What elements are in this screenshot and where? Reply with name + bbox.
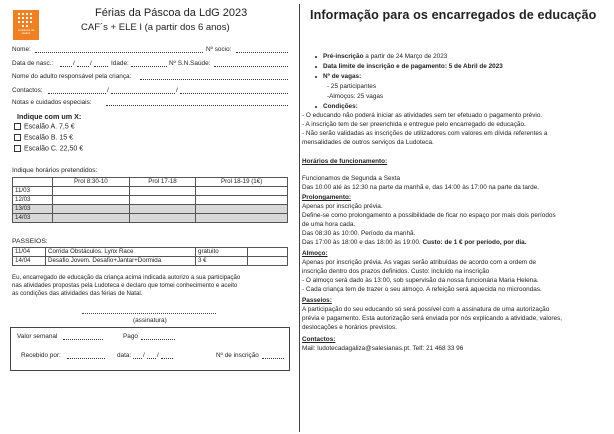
prolongamento-title: Prolongamento: <box>302 194 351 201</box>
horarios-cell[interactable] <box>53 187 130 196</box>
passeios-title: Passeios: <box>302 297 332 304</box>
field-contacto-1[interactable] <box>48 93 106 94</box>
escalao-a[interactable] <box>14 123 75 130</box>
box-data-sep-1: / <box>143 352 145 359</box>
bullet-vagas <box>323 74 361 80</box>
field-socio-label: Nº socio: <box>206 46 232 53</box>
field-socio-input[interactable] <box>236 52 288 53</box>
vagas-line: - 25 participantes <box>327 83 377 90</box>
prolongamento-line: Define-se como prolongamento a possibilidade de ficar no espaço por mais dois períodos <box>302 212 556 219</box>
escalao-b-checkbox[interactable] <box>14 134 21 141</box>
passeio-date: 11/04 <box>13 248 46 257</box>
field-idade-label: Idade: <box>111 60 129 67</box>
declaracao-line: nas atividades propostas pela Ludoteca e declaro que tomei conhecimento e aceito <box>12 282 238 289</box>
horarios-cell[interactable] <box>129 187 196 196</box>
prolongamento-line: Apenas por inscrição prévia. <box>302 203 383 210</box>
passeio-price: gratuito <box>196 248 248 257</box>
almoco-line: Apenas por inscrição prévia. As vagas serão atribuídas de acordo com a ordem de <box>302 259 537 266</box>
horarios-date: 12/03 <box>13 196 53 205</box>
box-data-year[interactable] <box>161 358 173 359</box>
horarios-cell[interactable] <box>196 187 288 196</box>
box-valor-input[interactable] <box>63 339 103 340</box>
bullet-data-limite-rest: 5 de Abril de 2023 <box>446 63 503 70</box>
ludoteca-logo <box>13 10 39 40</box>
horarios-cell[interactable] <box>129 196 196 205</box>
prolongamento-line: Das 08:30 às 10:00. Período da manhã. <box>302 230 416 237</box>
field-contactos-sep-2: / <box>176 87 178 94</box>
bullet-pre-inscricao <box>323 54 447 60</box>
declaracao-line: Eu, encarregado de educação da criança acima indicada autorizo a sua participação <box>12 274 241 281</box>
box-pago-label: Pago <box>123 333 138 340</box>
bullet-data-limite-bold: Data limite de inscrição e de pagamento: <box>323 63 447 70</box>
horarios-cell[interactable] <box>196 196 288 205</box>
passeios-table <box>12 247 288 266</box>
field-nasc-day[interactable] <box>60 66 72 67</box>
horarios-cell[interactable] <box>53 214 130 223</box>
passeio-mark[interactable] <box>248 257 288 266</box>
box-inscricao-label: Nº de inscrição <box>216 352 259 359</box>
box-data-day[interactable] <box>133 358 142 359</box>
bullet-dot <box>315 106 317 108</box>
field-idade-input[interactable] <box>131 66 167 67</box>
bullet-dot <box>315 76 317 78</box>
field-nasc-label: Data de nasc.: <box>12 60 54 67</box>
bullet-vagas-bold: Nº de vagas: <box>323 73 362 80</box>
column-divider <box>299 4 300 432</box>
escalao-a-checkbox[interactable] <box>14 123 21 130</box>
escalao-c[interactable] <box>14 145 83 152</box>
horarios-date: 13/03 <box>13 205 53 214</box>
bullet-data-limite <box>323 64 503 70</box>
bullet-dot <box>315 56 317 58</box>
field-nasc-sep-2: / <box>90 60 92 67</box>
condicoes-heading: Condições: <box>323 103 358 110</box>
horarios-cell[interactable] <box>53 205 130 214</box>
box-recebido-input[interactable] <box>67 358 105 359</box>
horarios-cell[interactable] <box>196 214 288 223</box>
condicoes-line: - O educando não poderá iniciar as atividades sem ter efetuado o pagamento prévio. <box>302 112 543 119</box>
horarios-head-blank <box>13 178 53 187</box>
field-contacto-3[interactable] <box>180 93 288 94</box>
horarios-head-prol-1: Prol 8:30-10 <box>53 178 130 187</box>
passeio-name: Desafio Jovem. Desafio+Jantar+Dormida <box>46 257 196 266</box>
box-recebido-label: Recebido por: <box>21 352 61 359</box>
horarios-line: Funcionamos de Segunda a Sexta <box>302 175 401 182</box>
field-nasc-month[interactable] <box>77 66 89 67</box>
field-notas-label: Notas e cuidados especiais: <box>12 99 92 106</box>
bullet-dot <box>315 66 317 68</box>
field-adulto-input[interactable] <box>140 79 288 80</box>
passeio-price: 3 € <box>196 257 248 266</box>
field-nome-label: Nome: <box>12 46 31 53</box>
horarios-line: Das 10:00 até às 12:30 na parte da manhã e, das 14:00 às 17:00 na parte da tarde. <box>302 184 539 191</box>
box-inscricao-input[interactable] <box>262 358 284 359</box>
horarios-cell[interactable] <box>129 214 196 223</box>
passeio-name: Corrida Obstáculos. Lynx Race <box>46 248 196 257</box>
bullet-pre-inscricao-rest: a partir de 24 Março de 2023 <box>363 53 448 60</box>
field-contactos-sep-1: / <box>107 87 109 94</box>
condicoes-line: - Não serão validadas as inscrições de utilizadores com valores em dívida referentes a <box>302 130 548 137</box>
passeio-mark[interactable] <box>248 248 288 257</box>
escalao-heading: Indique com um X: <box>17 112 82 121</box>
horarios-head-prol-2: Prol 17-18 <box>129 178 196 187</box>
prolongamento-custo-bold: Custo: de 1 € por período, por dia. <box>420 239 527 246</box>
condicoes-line: mensalidades de outros serviços da Ludoteca. <box>302 139 434 146</box>
prolongamento-custo <box>302 240 526 246</box>
escalao-a-label: Escalão A. 7,5 € <box>24 123 75 131</box>
field-nasc-year[interactable] <box>94 66 108 67</box>
field-notas-input[interactable] <box>106 105 288 106</box>
box-pago-input[interactable] <box>141 339 175 340</box>
passeios-line: prévia e pagamento. Esta autorização será enviada por nós explicando a atividade, valores, <box>302 315 563 322</box>
escalao-b-label: Escalão B. 15 € <box>24 134 74 142</box>
horarios-table <box>12 177 288 223</box>
passeios-line: deslocações e horários previstos. <box>302 324 397 331</box>
contactos-title: Contactos: <box>302 336 336 343</box>
field-nasc-sep-1: / <box>73 60 75 67</box>
field-sns-label: Nº S.N.Saúde: <box>169 60 211 67</box>
signature-caption: (assinatura) <box>133 317 167 324</box>
almoco-line: - Cada criança tem de trazer o seu almoço. A refeição será aquecida no microondas. <box>302 286 542 293</box>
bullet-pre-inscricao-bold: Pré-inscrição <box>323 53 364 60</box>
almoco-line: inscrição dentro dos prazos definidos. Custo: incluído na inscrição <box>302 268 490 275</box>
escalao-c-label: Escalão C. 22,50 € <box>24 145 84 153</box>
horarios-cell[interactable] <box>129 205 196 214</box>
form-subtitle: CAF´s + ELE I (a partir dos 6 anos) <box>81 22 230 33</box>
field-sns-input[interactable] <box>214 66 288 67</box>
escalao-c-checkbox[interactable] <box>14 145 21 152</box>
field-adulto-label: Nome do adulto responsável pela criança: <box>12 73 132 80</box>
almoco-line: - O almoço será dado às 13:00, sob supervisão da nossa funcionária Maria Helena. <box>302 277 539 284</box>
box-data-label: data: <box>117 352 132 359</box>
box-data-month[interactable] <box>147 358 156 359</box>
prolongamento-line: de uma hora cada. <box>302 221 356 228</box>
horarios-date: 11/03 <box>13 187 53 196</box>
horarios-date: 14/03 <box>13 214 53 223</box>
horarios-head-prol-3: Prol 18-19 (1€) <box>196 178 288 187</box>
horarios-cell[interactable] <box>53 196 130 205</box>
field-nome-input[interactable] <box>35 52 203 53</box>
escalao-b[interactable] <box>14 134 73 141</box>
horarios-title: Horários de funcionamento: <box>302 158 388 165</box>
condicoes-line: - A inscrição tem de ser preenchida e entregue pelo encarregado de educação. <box>302 121 526 128</box>
info-title: Informação para os encarregados de educação <box>310 8 597 22</box>
field-contacto-2[interactable] <box>111 93 175 94</box>
signature-line[interactable] <box>82 313 216 314</box>
passeios-label: PASSEIOS: <box>12 238 48 245</box>
prolongamento-custo-text: Das 17:00 às 18:00 e das 18:00 às 19:00. <box>302 239 421 246</box>
passeio-date: 14/04 <box>13 257 46 266</box>
vagas-line: -Almoços: 25 vagas <box>327 93 384 100</box>
field-contactos-label: Contactos: <box>12 87 43 94</box>
passeios-line: A participação do seu educando só será possível com a assinatura de uma autorização <box>302 306 550 313</box>
box-valor-label: Valor semanal <box>17 333 58 340</box>
logo-text: Ludoteca da Galiza <box>17 28 35 36</box>
almoco-title: Almoço: <box>302 250 328 257</box>
contactos-line: Mail: ludotecadagaliza@salesianas.pt. Telf: 21 468 33 96 <box>302 345 464 352</box>
form-title: Férias da Páscoa da LdG 2023 <box>95 7 248 19</box>
declaracao-line: as condições das atividades das férias de Natal. <box>12 290 143 297</box>
horarios-cell[interactable] <box>196 205 288 214</box>
horarios-label: Indique horários pretendidos: <box>12 167 98 174</box>
box-data-sep-2: / <box>157 352 159 359</box>
